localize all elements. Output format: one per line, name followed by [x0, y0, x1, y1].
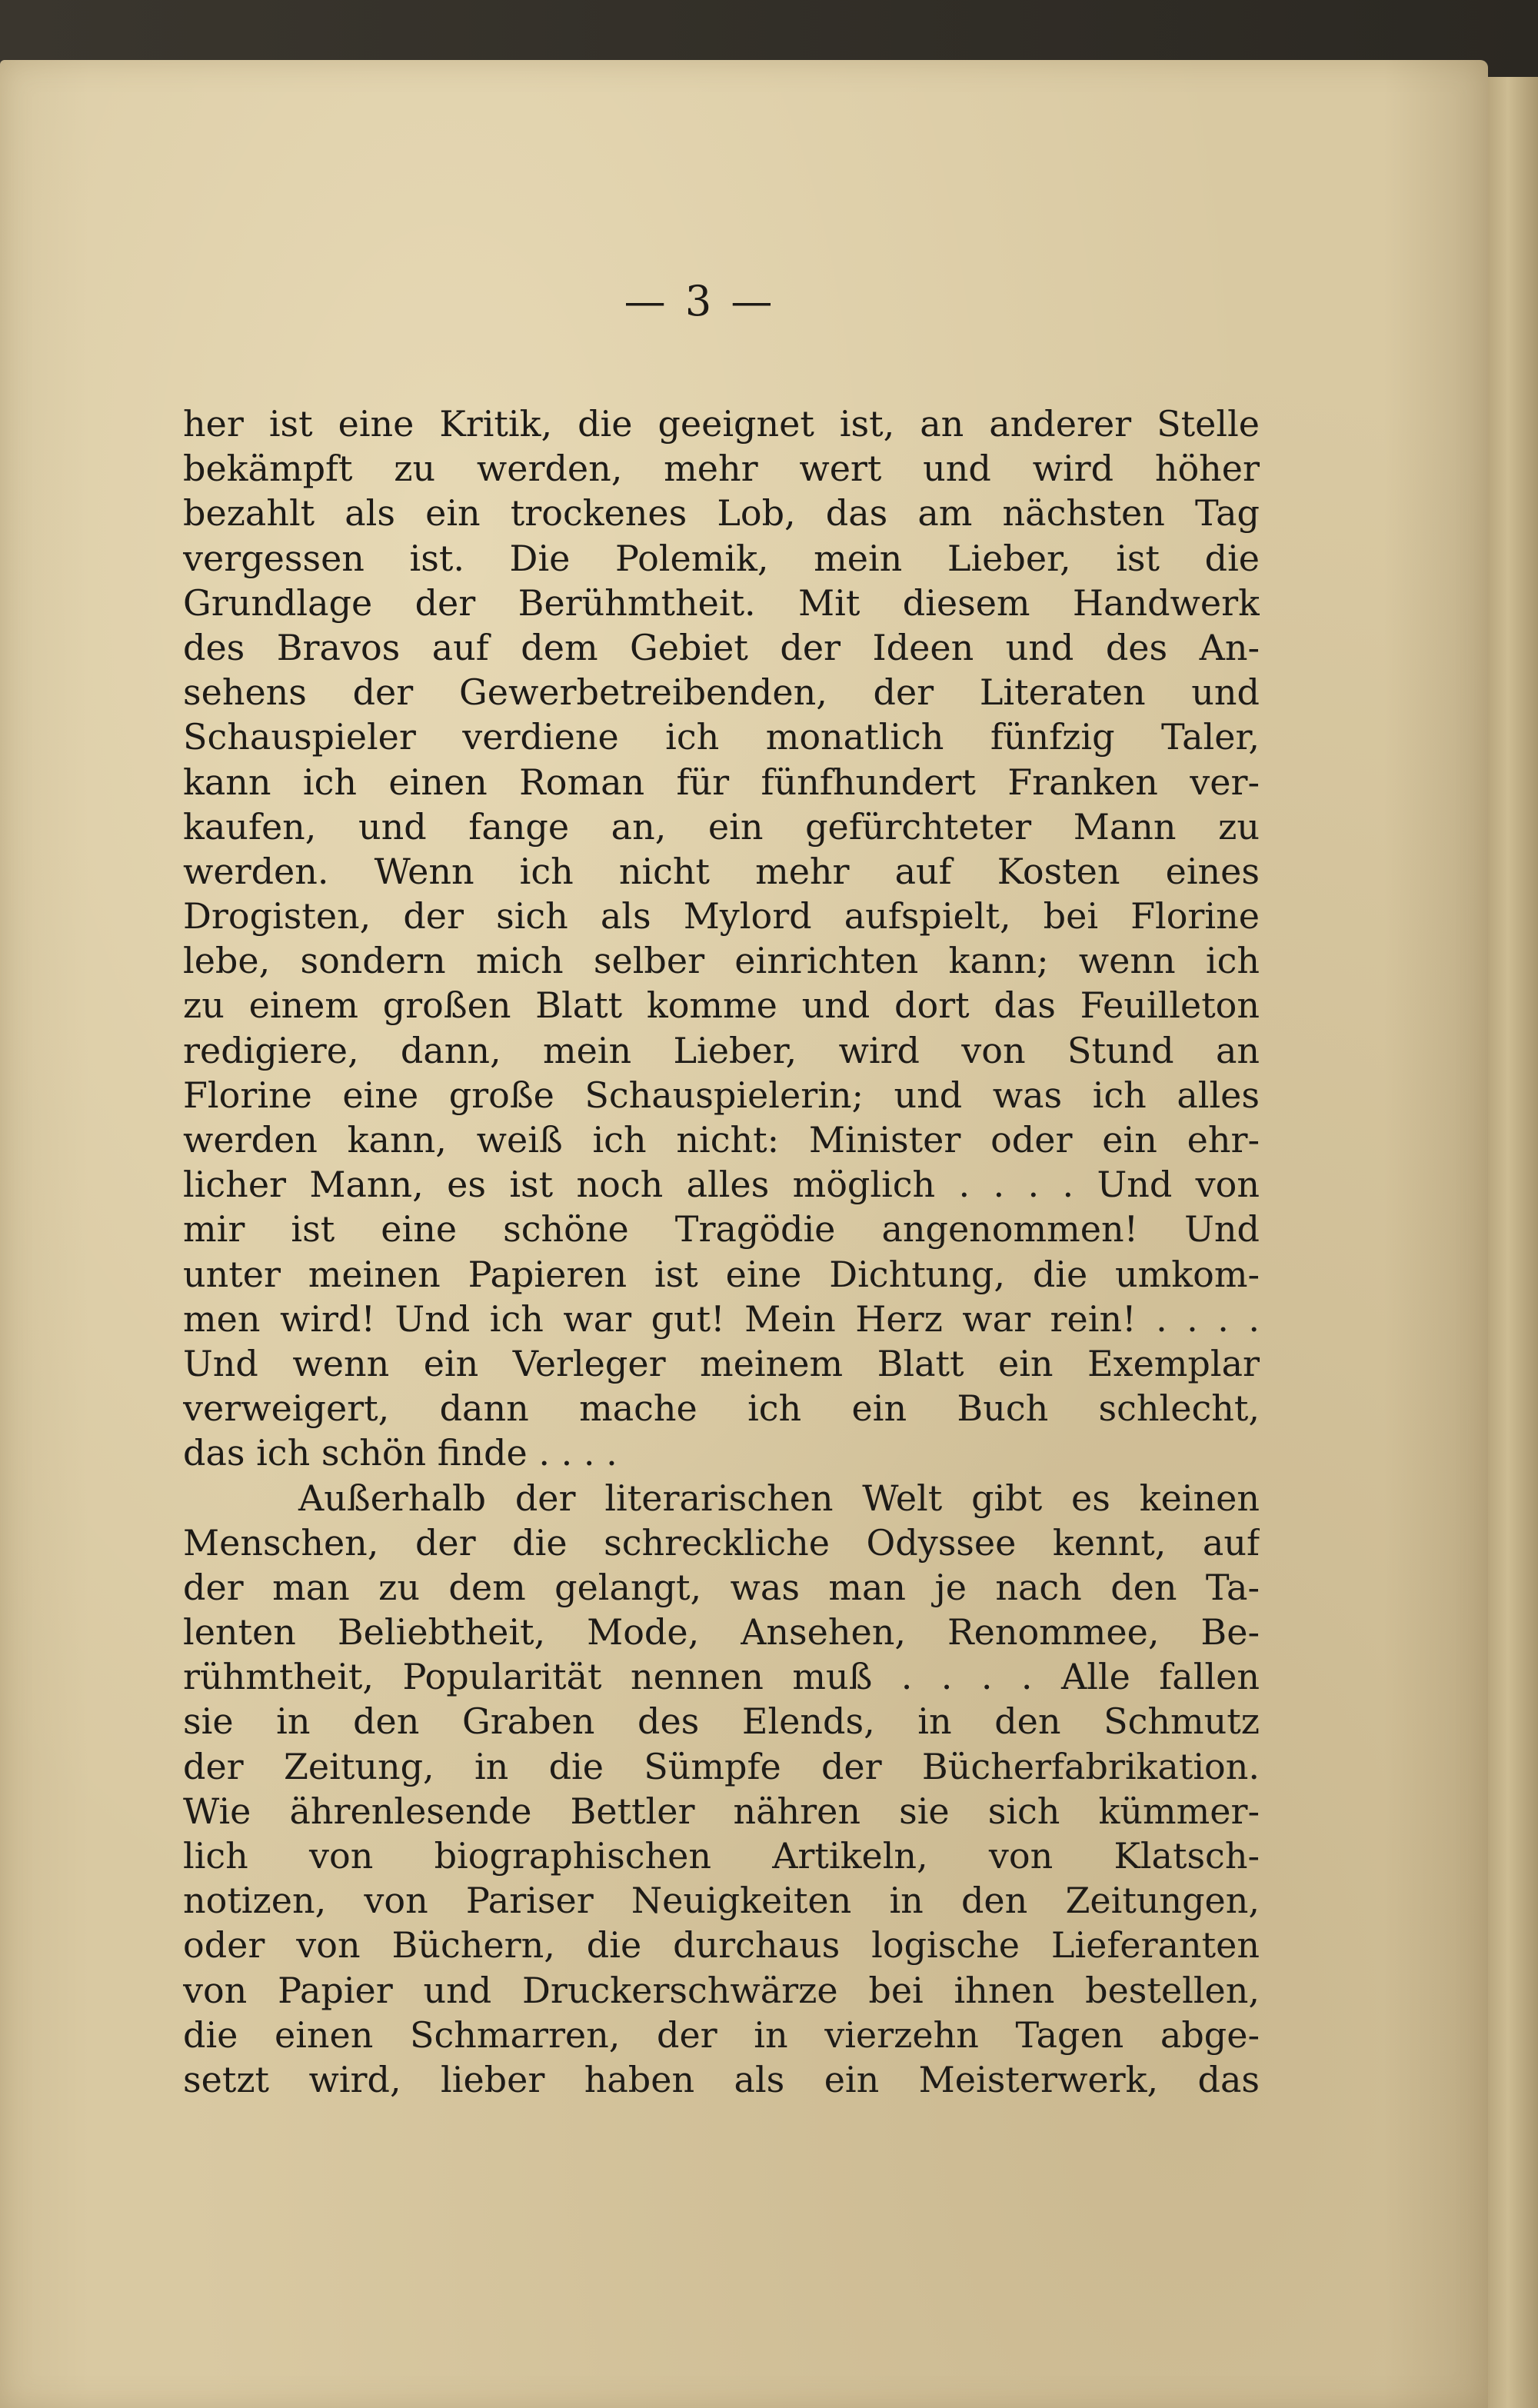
- text-line: licher Mann, es ist noch alles möglich . . . . Und von: [183, 1164, 1260, 1206]
- text-line: her ist eine Kritik, die geeignet ist, an anderer Stelle: [183, 403, 1260, 445]
- page-number: — 3 —: [624, 277, 776, 325]
- text-line: unter meinen Papieren ist eine Dichtung, die umkom-: [183, 1253, 1260, 1295]
- text-line: sie in den Graben des Elends, in den Schmutz: [183, 1700, 1260, 1743]
- text-line: men wird! Und ich war gut! Mein Herz war rein! . . . .: [183, 1297, 1260, 1340]
- text-line: lenten Beliebtheit, Mode, Ansehen, Renommee, Be-: [183, 1611, 1260, 1654]
- text-line: notizen, von Pariser Neuigkeiten in den Zeitungen,: [183, 1880, 1260, 1922]
- text-line: vergessen ist. Die Polemik, mein Lieber, ist die: [183, 537, 1260, 579]
- text-line: redigiere, dann, mein Lieber, wird von Stund an: [183, 1029, 1260, 1071]
- text-line: Schauspieler verdiene ich monatlich fünfzig Taler,: [183, 716, 1260, 758]
- text-line: der man zu dem gelangt, was man je nach den Ta-: [183, 1566, 1260, 1608]
- text-line: lebe, sondern mich selber einrichten kann; wenn ich: [183, 940, 1260, 982]
- text-line: mir ist eine schöne Tragödie angenommen! Und: [183, 1208, 1260, 1251]
- text-line: der Zeitung, in die Sümpfe der Bücherfabrikation.: [183, 1745, 1260, 1787]
- body-text: [183, 401, 1260, 2102]
- text-line: bekämpft zu werden, mehr wert und wird höher: [183, 448, 1260, 490]
- text-line: Und wenn ein Verleger meinem Blatt ein Exemplar: [183, 1342, 1260, 1384]
- text-line: Florine eine große Schauspielerin; und was ich alles: [183, 1074, 1260, 1116]
- page-edge: [1488, 77, 1538, 2408]
- text-line: Wie ährenlesende Bettler nähren sie sich kümmer-: [183, 1790, 1260, 1832]
- text-line: kann ich einen Roman für fünfhundert Franken ver-: [183, 761, 1260, 803]
- text-line: kaufen, und fange an, ein gefürchteter Mann zu: [183, 805, 1260, 848]
- text-line: lich von biographischen Artikeln, von Klatsch-: [183, 1835, 1260, 1877]
- text-line: oder von Büchern, die durchaus logische Lieferanten: [183, 1924, 1260, 1967]
- text-line: verweigert, dann mache ich ein Buch schlecht,: [183, 1387, 1260, 1430]
- text-line: rühmtheit, Popularität nennen muß . . . . Alle fallen: [183, 1656, 1260, 1698]
- text-line: von Papier und Druckerschwärze bei ihnen bestellen,: [183, 1969, 1260, 2011]
- paragraph: [183, 1476, 1260, 2103]
- text-line: Menschen, der die schreckliche Odyssee kennt, auf: [183, 1521, 1260, 1564]
- text-line: sehens der Gewerbetreibenden, der Literaten und: [183, 671, 1260, 714]
- paragraph: [183, 401, 1260, 1476]
- text-line: Außerhalb der literarischen Welt gibt es keinen: [298, 1477, 1260, 1519]
- text-line: des Bravos auf dem Gebiet der Ideen und des An-: [183, 626, 1260, 668]
- text-line: Drogisten, der sich als Mylord aufspielt, bei Florine: [183, 895, 1260, 938]
- text-line: das ich schön finde . . . .: [183, 1432, 618, 1474]
- text-line: setzt wird, lieber haben als ein Meisterwerk, das: [183, 2058, 1260, 2100]
- text-line: die einen Schmarren, der in vierzehn Tagen abge-: [183, 2013, 1260, 2056]
- text-line: bezahlt als ein trockenes Lob, das am nächsten Tag: [183, 492, 1260, 535]
- text-line: Grundlage der Berühmtheit. Mit diesem Handwerk: [183, 581, 1260, 624]
- text-line: zu einem großen Blatt komme und dort das Feuilleton: [183, 984, 1260, 1027]
- text-line: werden kann, weiß ich nicht: Minister oder ein ehr-: [183, 1119, 1260, 1161]
- text-line: werden. Wenn ich nicht mehr auf Kosten eines: [183, 850, 1260, 892]
